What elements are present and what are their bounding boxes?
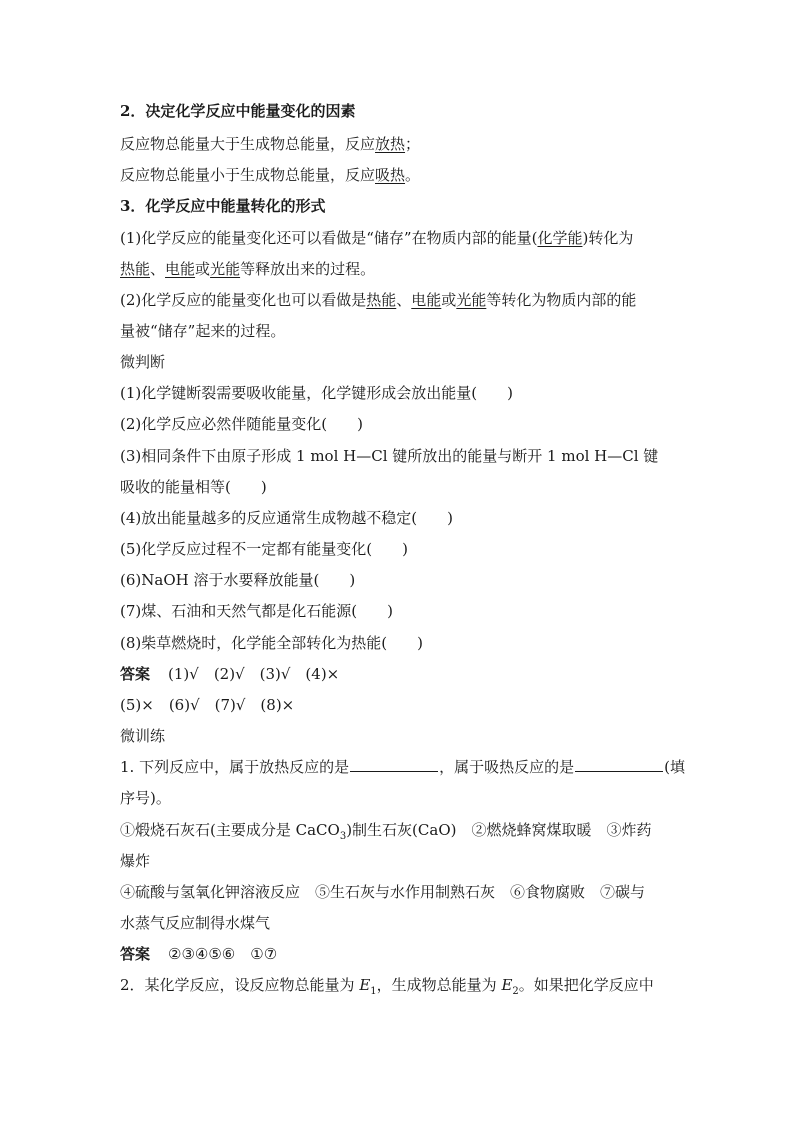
judge-q2: (2)化学反应必然伴随能量变化( ) <box>120 415 363 433</box>
section-3-para-1-line-1 <box>120 228 676 248</box>
train-q2-line-1 <box>120 975 676 995</box>
text: 。如果把化学反应中 <box>518 976 654 994</box>
text: 或 <box>195 260 211 278</box>
text: (2)化学反应的能量变化也可以看做是 <box>120 291 367 309</box>
judge-q3-line-1: (3)相同条件下由原子形成 1 mol H—Cl 键所放出的能量与断开 1 mol H—Cl 键 <box>120 447 659 465</box>
judge-answer-line-1 <box>120 664 676 684</box>
variable: E <box>359 976 371 994</box>
subscript: 3 <box>339 831 347 842</box>
section-3-para-2-line-2: 量被“储存”起来的过程。 <box>120 322 286 340</box>
answer-text: ②③④⑤⑥ ①⑦ <box>168 945 278 963</box>
text: 。 <box>405 166 421 184</box>
underlined-answer: 吸热 <box>375 166 406 184</box>
judge-title: 微判断 <box>120 353 166 371</box>
underlined-answer: 电能 <box>411 291 442 309</box>
text: 反应物总能量大于生成物总能量，反应 <box>120 135 376 153</box>
judge-q8: (8)柴草燃烧时，化学能全部转化为热能( ) <box>120 634 423 652</box>
text: 等释放出来的过程。 <box>240 260 376 278</box>
underlined-answer: 电能 <box>165 260 196 278</box>
text: ，生成物总能量为 <box>376 976 502 994</box>
text: (1)化学反应的能量变化还可以看做是“储存”在物质内部的能量( <box>120 229 538 247</box>
text: 、 <box>396 291 412 309</box>
text: 2．某化学反应，设反应物总能量为 <box>120 976 360 994</box>
judge-q4: (4)放出能量越多的反应通常生成物越不稳定( ) <box>120 509 453 527</box>
answer-label: 答案 <box>120 945 151 963</box>
section-2-line-2 <box>120 165 676 185</box>
variable: E <box>501 976 513 994</box>
train-options-2-line-2: 水蒸气反应制得水煤气 <box>120 914 271 932</box>
train-options-1-line-2: 爆炸 <box>120 852 151 870</box>
section-3-para-1-line-2 <box>120 259 676 279</box>
text: 等转化为物质内部的能 <box>486 291 637 309</box>
section-3-heading: 3．化学反应中能量转化的形式 <box>120 197 326 215</box>
underlined-answer: 热能 <box>120 260 151 278</box>
judge-answer-line-2: (5)× (6)√ (7)√ (8)× <box>120 696 295 714</box>
subscript: 2 <box>512 986 519 997</box>
underlined-answer: 光能 <box>456 291 487 309</box>
text: ； <box>405 135 421 153</box>
text: 或 <box>441 291 457 309</box>
judge-q3-line-2: 吸收的能量相等( ) <box>120 478 267 496</box>
text: ，属于吸热反应的是 <box>439 758 575 776</box>
underlined-answer: 放热 <box>375 135 406 153</box>
train-options-2-line-1: ④硫酸与氢氧化钾溶液反应 ⑤生石灰与水作用制熟石灰 ⑥食物腐败 ⑦碳与 <box>120 883 646 901</box>
section-2-heading: 2．决定化学反应中能量变化的因素 <box>120 102 356 120</box>
text: 反应物总能量小于生成物总能量，反应 <box>120 166 376 184</box>
section-3-para-2-line-1 <box>120 290 676 310</box>
train-options-1-line-1 <box>120 820 676 840</box>
text: ①煅烧石灰石(主要成分是 CaCO <box>120 821 340 839</box>
answer-text: (1)√ (2)√ (3)√ (4)× <box>168 665 340 683</box>
underlined-answer: 热能 <box>366 291 397 309</box>
answer-blank[interactable] <box>350 757 438 772</box>
subscript: 1 <box>370 986 377 997</box>
underlined-answer: 光能 <box>210 260 241 278</box>
train-q1-line-2: 序号)。 <box>120 789 171 807</box>
text: (填 <box>664 758 685 776</box>
train-title: 微训练 <box>120 727 166 745</box>
judge-q1: (1)化学键断裂需要吸收能量，化学键形成会放出能量( ) <box>120 384 513 402</box>
judge-q6: (6)NaOH 溶于水要释放能量( ) <box>120 571 356 589</box>
train-answer <box>120 944 676 964</box>
section-2-line-1 <box>120 134 676 154</box>
text: 1. 下列反应中，属于放热反应的是 <box>120 758 350 776</box>
text: 、 <box>150 260 166 278</box>
train-q1-line-1 <box>120 757 685 777</box>
answer-label: 答案 <box>120 665 151 683</box>
text: )转化为 <box>582 229 634 247</box>
underlined-answer: 化学能 <box>537 229 583 247</box>
answer-blank[interactable] <box>575 757 663 772</box>
judge-q5: (5)化学反应过程不一定都有能量变化( ) <box>120 540 408 558</box>
text: )制生石灰(CaO) ②燃烧蜂窝煤取暖 ③炸药 <box>346 821 652 839</box>
judge-q7: (7)煤、石油和天然气都是化石能源( ) <box>120 602 393 620</box>
